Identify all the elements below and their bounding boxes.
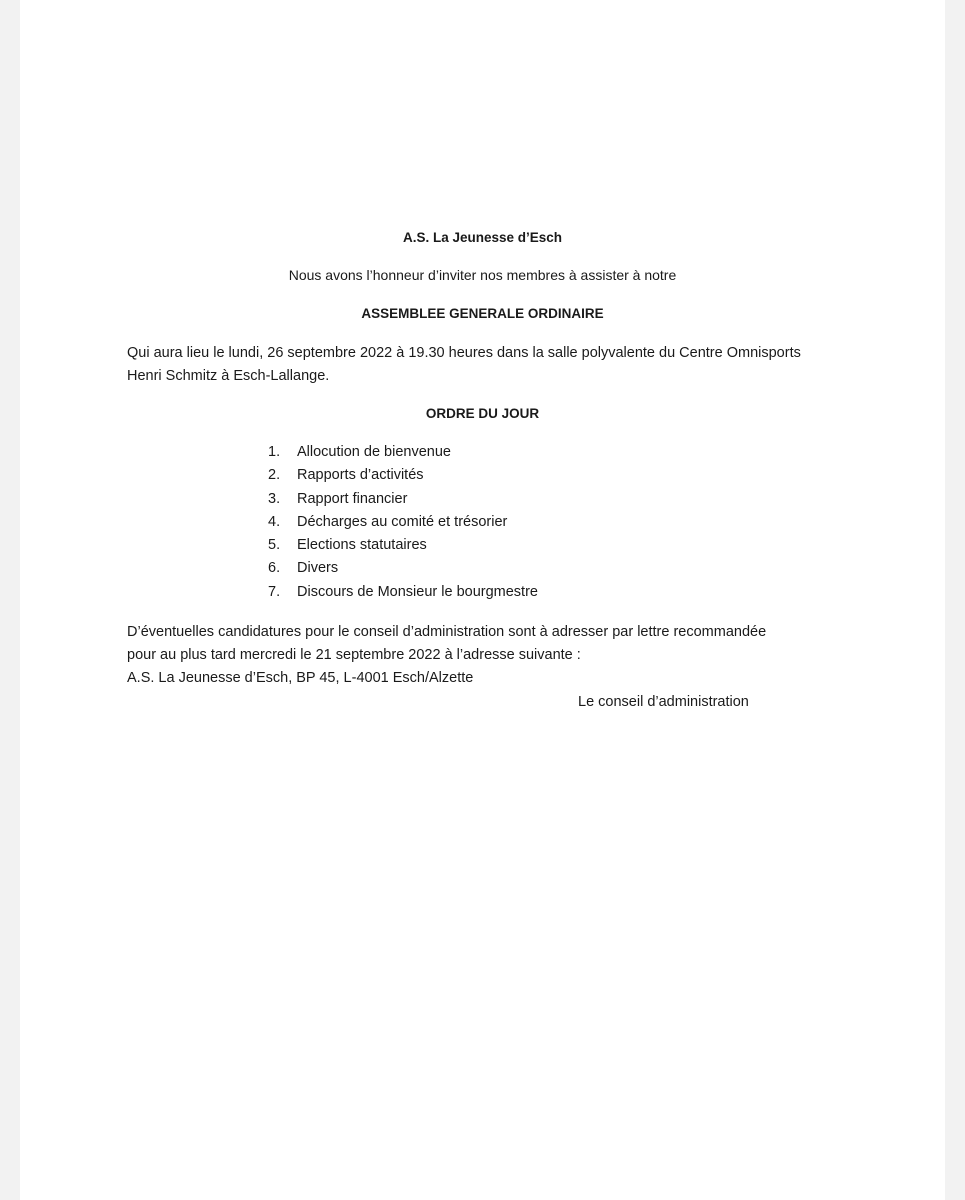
agenda-item: [268, 558, 538, 581]
agenda-item: [268, 465, 538, 488]
agenda-item-text: Décharges au comité et trésorier: [297, 513, 508, 530]
agenda-item: [268, 489, 538, 512]
agenda-item-text: Rapports d’activités: [297, 467, 424, 484]
agenda-item-text: Discours de Monsieur le bourgmestre: [297, 583, 538, 600]
organization-title: A.S. La Jeunesse d’Esch: [402, 230, 563, 245]
signature: Le conseil d’administration: [578, 694, 749, 710]
agenda-list: [268, 442, 538, 605]
agenda-item-text: Divers: [297, 560, 339, 577]
candidacy-line-2: pour au plus tard mercredi le 21 septembre 2022 à l’adresse suivante :: [127, 647, 581, 663]
agenda-item-text: Rapport financier: [297, 490, 408, 507]
agenda-item-number: 2.: [268, 467, 281, 484]
agenda-item-number: 7.: [268, 583, 281, 600]
document-page: [20, 0, 945, 1200]
agenda-item-number: 4.: [268, 513, 281, 530]
agenda-item-number: 3.: [268, 490, 281, 507]
meeting-details-line-2: Henri Schmitz à Esch-Lallange.: [127, 368, 330, 384]
agenda-item: [268, 442, 538, 465]
agenda-item: [268, 582, 538, 605]
agenda-item-number: 5.: [268, 537, 281, 554]
agenda-item: [268, 512, 538, 535]
assembly-title: ASSEMBLEE GENERALE ORDINAIRE: [361, 306, 604, 321]
invitation-intro: Nous avons l’honneur d’inviter nos membres à assister à notre: [288, 267, 677, 283]
agenda-title: ORDRE DU JOUR: [425, 406, 540, 421]
agenda-item-number: 6.: [268, 560, 281, 577]
candidacy-line-1: D’éventuelles candidatures pour le conseil d’administration sont à adresser par lettre recommandée: [127, 624, 767, 640]
agenda-item-number: 1.: [268, 444, 281, 460]
meeting-details-line-1: Qui aura lieu le lundi, 26 septembre 2022 à 19.30 heures dans la salle polyvalente du Centre Omnisports: [127, 345, 801, 361]
agenda-item: [268, 535, 538, 558]
agenda-item-text: Elections statutaires: [297, 537, 427, 554]
postal-address: A.S. La Jeunesse d’Esch, BP 45, L-4001 Esch/Alzette: [127, 670, 474, 686]
agenda-item-text: Allocution de bienvenue: [297, 444, 451, 460]
